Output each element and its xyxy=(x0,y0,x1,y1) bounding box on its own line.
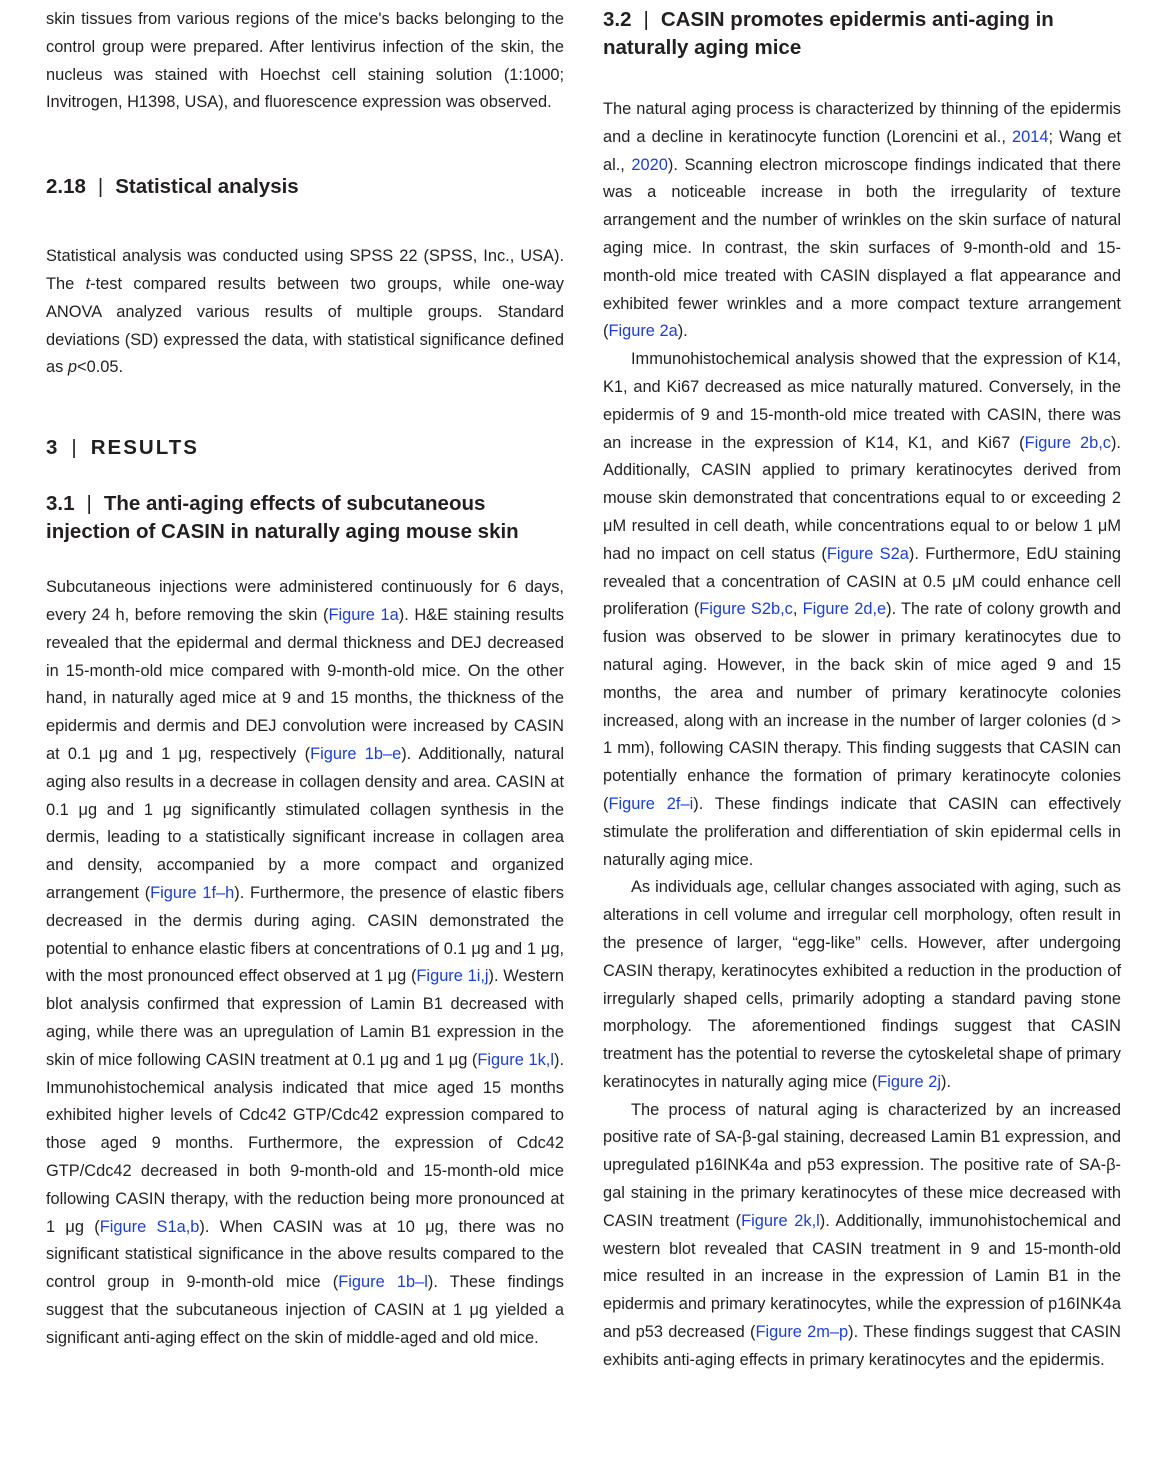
section-heading-3: 3 | RESULTS xyxy=(46,436,199,460)
text-run: ). The rate of colony growth and fusion was observed to be slower in primary keratinocytes due to natural aging. However, in the back skin of mice aged 9 and 15 months, the area and number of primary keratinocyte colonies increased, along with an increase in the number of larger colonies (d > 1 mm), following CASIN therapy. This finding suggests that CASIN can potentially enhance the formation of primary keratinocyte colonies ( xyxy=(603,600,1121,813)
citation-link[interactable]: Figure 1a xyxy=(328,605,399,624)
citation-link[interactable]: Figure 1i,j xyxy=(416,967,489,986)
text-run: ). When CASIN was at 10 μg, there was no significant statistical significance in the above results compared to the control group in 9-month-old mice ( xyxy=(46,1217,564,1292)
text-run: , xyxy=(792,600,803,619)
citation-link[interactable]: Figure 2d,e xyxy=(802,600,887,619)
text-run: ). xyxy=(677,322,688,341)
citation-link[interactable]: Figure 2f–i xyxy=(608,794,694,813)
text-run: ). Immunohistochemical analysis indicated that mice aged 15 months exhibited higher levels of Cdc42 GTP/Cdc42 expression compared to those aged 9 months. Furthermore, the expression of Cdc42 GTP/Cdc42 decreased in both 9-month-old and 15-month-old mice following CASIN therapy, with the reduction being more pronounced at 1 μg ( xyxy=(46,1050,565,1236)
citation-link[interactable]: Figure 1f–h xyxy=(150,883,235,902)
citation-link[interactable]: 2014 xyxy=(1011,127,1049,146)
section-number: 2.18 xyxy=(46,175,86,199)
citation-link[interactable]: Figure 2a xyxy=(608,322,678,341)
italic-run: p xyxy=(67,358,77,377)
text-run: ). Additionally, natural aging also results in a decrease in collagen density and area. CASIN at 0.1 μg and 1 μg significantly stimulated collagen synthesis in the dermis, leading to a statistically significant increase in collagen area and density, accompanied by a more compact and organized arrangement ( xyxy=(46,744,565,902)
text-run: ). These findings suggest that the subcutaneous injection of CASIN at 1 μg yielded a significant anti-aging effect on the skin of middle-aged and old mice. xyxy=(46,1273,564,1347)
results-3-1-paragraph xyxy=(46,574,564,1352)
text-run: ; Wang et al., xyxy=(603,127,1122,174)
paragraph-3-2-4 xyxy=(603,1097,1121,1375)
section-heading-2-18: 2.18 | Statistical analysis xyxy=(46,175,299,199)
citation-link[interactable]: Figure 1b–l xyxy=(338,1273,428,1292)
section-title: Statistical analysis xyxy=(115,175,299,199)
citation-link[interactable]: Figure 2m–p xyxy=(755,1323,849,1342)
text-run: ). Additionally, CASIN applied to primary keratinocytes derived from mouse skin demonstrated that concentrations equal to or exceeding 2 μM resulted in cell death, while concentrations equal to or below 1 μM had no impact on cell status ( xyxy=(603,433,1121,563)
section-number: 3.2 xyxy=(603,8,632,31)
italic-run: t xyxy=(85,274,91,293)
text-run: ). H&E staining results revealed that the epidermal and dermal thickness and DEJ decreased in 15-month-old mice compared with 9-month-old mice. On the other hand, in naturally aged mice at 9 and 15 months, the thickness of the epidermis and dermis and DEJ convolution were increased by CASIN at 0.1 μg and 1 μg, respectively ( xyxy=(46,605,565,763)
citation-link[interactable]: Figure 2b,c xyxy=(1024,433,1111,452)
paragraph-3-2-2 xyxy=(603,346,1121,874)
text-run: ). Furthermore, the presence of elastic fibers decreased in the dermis during aging. CASIN demonstrated the potential to enhance elastic fibers at concentrations of 0.1 μg and 1 μg, with the most pronounced effect observed at 1 μg ( xyxy=(46,883,564,986)
citation-link[interactable]: Figure 2k,l xyxy=(741,1211,820,1230)
text-run: The process of natural aging is characterized by an increased positive rate of SA-β-gal staining, decreased Lamin B1 expression, and upregulated p16INK4a and p53 expression. The positive rate of SA-β-gal staining in the primary keratinocytes of these mice decreased with CASIN treatment ( xyxy=(603,1100,1121,1230)
section-heading-3-1: 3.1 | The anti-aging effects of subcutaneous injection of CASIN in naturally aging mouse skin xyxy=(46,492,519,544)
citation-link[interactable]: Figure 1k,l xyxy=(477,1050,554,1069)
text-run: ). Furthermore, EdU staining revealed that a concentration of CASIN at 0.5 μM could enhance cell proliferation ( xyxy=(603,544,1121,619)
citation-link[interactable]: Figure 2j xyxy=(877,1072,941,1091)
right-column xyxy=(603,0,1121,1375)
section-title: CASIN promotes epidermis anti-aging in naturally aging mice xyxy=(603,8,1054,59)
text-run: Statistical analysis was conducted using SPSS 22 (SPSS, Inc., USA). The xyxy=(46,247,564,293)
section-heading-3-2: 3.2 | CASIN promotes epidermis anti-aging in naturally aging mice xyxy=(603,8,1054,59)
section-number: 3 xyxy=(46,436,60,460)
citation-link[interactable]: 2020 xyxy=(631,155,668,174)
citation-link[interactable]: Figure S2b,c xyxy=(699,600,793,619)
text-run: <0.05. xyxy=(77,358,124,377)
text-run: ). Scanning electron microscope findings indicated that there was a noticeable increase in both the irregularity of texture arrangement and the number of wrinkles on the skin surface of natural aging mice. In contrast, the skin surfaces of 9-month-old and 15-month-old mice treated with CASIN displayed a flat appearance and exhibited fewer wrinkles and a more compact texture arrangement ( xyxy=(603,155,1122,341)
text-run: -test compared results between two groups, while one-way ANOVA analyzed various results of multiple groups. Standard deviations (SD) expressed the data, with statistical significance defined as xyxy=(46,274,564,377)
text-run: Immunohistochemical analysis showed that the expression of K14, K1, and Ki67 decreased as mice naturally matured. Conversely, in the epidermis of 9 and 15-month-old mice treated with CASIN, there was an increase in the expression of K14, K1, and Ki67 ( xyxy=(603,350,1121,452)
text-run: As individuals age, cellular changes associated with aging, such as alterations in cell volume and irregular cell morphology, often result in the presence of larger, “egg-like” cells. However, after undergoing CASIN therapy, keratinocytes exhibited a reduction in the production of irregularly shaped cells, primarily adopting a standard paving stone morphology. The aforementioned findings suggest that CASIN treatment has the potential to reverse the cytoskeletal shape of primary keratinocytes in naturally aging mice ( xyxy=(603,878,1121,1091)
section-number: 3.1 xyxy=(46,492,75,516)
citation-link[interactable]: Figure S1a,b xyxy=(99,1217,200,1236)
section-title: The anti-aging effects of subcutaneous injection of CASIN in naturally aging mouse skin xyxy=(46,492,519,544)
citation-link[interactable]: Figure S2a xyxy=(826,544,909,563)
intro-paragraph: skin tissues from various regions of the mice's backs belonging to the control group were prepared. After lentivirus infection of the skin, the nucleus was stained with Hoechst cell staining solution (1:1000; Invitrogen, H1398, USA), and fluorescence expression was observed. xyxy=(46,10,564,112)
section-title: RESULTS xyxy=(90,436,199,460)
text-run: ). Western blot analysis confirmed that expression of Lamin B1 decreased with aging, while there was an upregulation of Lamin B1 expression in the skin of mice following CASIN treatment at 0.1 μg and 1 μg ( xyxy=(46,967,564,1069)
text-run: ). Additionally, immunohistochemical and western blot revealed that CASIN treatment in 9 and 15-month-old mice resulted in an increase in the expression of Lamin B1 in the epidermis and primary keratinocytes, while the expression of p16INK4a and p53 decreased ( xyxy=(603,1211,1121,1342)
text-run: ). These findings suggest that CASIN exhibits anti-aging effects in primary keratinocytes and the epidermis. xyxy=(603,1323,1122,1369)
left-column xyxy=(46,0,564,1352)
text-run: ). xyxy=(941,1072,952,1091)
statistics-paragraph xyxy=(46,243,564,382)
text-run: The natural aging process is characterized by thinning of the epidermis and a decline in keratinocyte function (Lorencini et al., xyxy=(603,100,1121,146)
text-run: ). These findings indicate that CASIN can effectively stimulate the proliferation and differentiation of skin epidermal cells in naturally aging mice. xyxy=(603,794,1121,869)
paragraph-3-2-3 xyxy=(603,874,1121,1096)
paragraph-3-2-1 xyxy=(603,96,1121,346)
citation-link[interactable]: Figure 1b–e xyxy=(310,744,402,763)
text-run: Subcutaneous injections were administered continuously for 6 days, every 24 h, before removing the skin ( xyxy=(46,578,564,624)
